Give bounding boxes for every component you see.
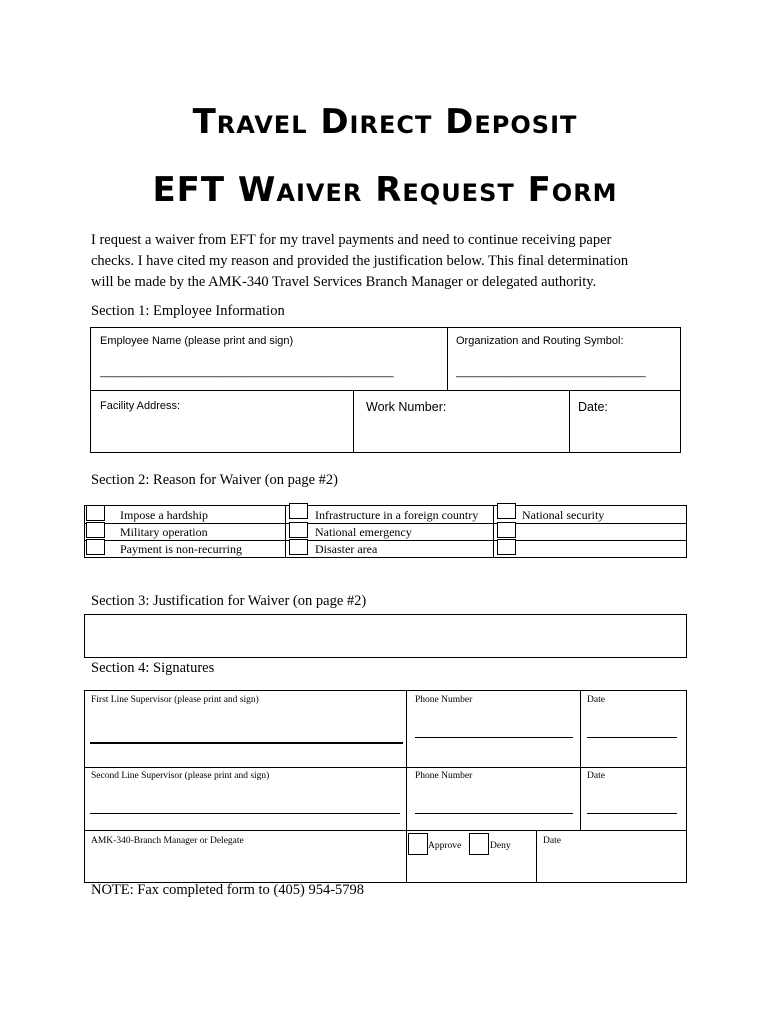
intro-paragraph <box>91 230 691 293</box>
empty-checkbox[interactable] <box>497 539 516 555</box>
intro-line: I request a waiver from EFT for my travel payments and need to continue receiving paper <box>91 232 612 248</box>
reason-military-label: Military operation <box>120 525 208 539</box>
divider <box>580 691 581 830</box>
deny-checkbox[interactable] <box>469 833 489 855</box>
section3-heading: Section 3: Justification for Waiver (on page #2) <box>91 593 367 609</box>
employee-name-label: Employee Name (please print and sign) <box>100 335 294 347</box>
disaster-area-checkbox[interactable] <box>289 539 308 555</box>
reason-non-recurring-label: Payment is non-recurring <box>120 542 242 556</box>
divider <box>285 506 286 557</box>
divider <box>406 691 407 882</box>
infrastructure-checkbox[interactable] <box>289 503 308 519</box>
divider <box>85 523 686 524</box>
date-label: Date <box>587 695 605 705</box>
justification-field[interactable] <box>84 614 687 658</box>
intro-line: will be made by the AMK-340 Travel Services Branch Manager or delegated authority. <box>91 274 597 290</box>
form-title-line2: EFT Waiver Request Form <box>152 170 618 210</box>
employee-name-field[interactable]: ________________________________________________ <box>100 366 394 378</box>
work-number-label: Work Number: <box>366 400 447 414</box>
reason-hardship-label: Impose a hardship <box>120 508 208 522</box>
hardship-checkbox[interactable] <box>86 505 105 521</box>
divider <box>493 506 494 557</box>
divider <box>85 540 686 541</box>
section2-heading: Section 2: Reason for Waiver (on page #2) <box>91 472 339 488</box>
reason-national-emergency-label: National emergency <box>315 525 412 539</box>
non-recurring-checkbox[interactable] <box>86 539 105 555</box>
fax-note: NOTE: Fax completed form to (405) 954-5798 <box>91 882 365 898</box>
org-routing-label: Organization and Routing Symbol: <box>456 335 624 347</box>
facility-address-label: Facility Address: <box>100 400 181 412</box>
second-supervisor-signature-line[interactable] <box>90 813 400 814</box>
deny-label: Deny <box>490 841 511 851</box>
approve-label: Approve <box>428 841 462 851</box>
first-date-line[interactable] <box>587 737 677 738</box>
intro-line: checks. I have cited my reason and provided the justification below. This final determination <box>91 253 629 269</box>
first-supervisor-label: First Line Supervisor (please print and sign) <box>91 695 259 705</box>
approve-checkbox[interactable] <box>408 833 428 855</box>
date-label: Date: <box>578 400 608 414</box>
first-supervisor-signature-line[interactable] <box>90 742 403 744</box>
form-title-line1: Travel Direct Deposit <box>192 102 578 142</box>
reason-infrastructure-label: Infrastructure in a foreign country <box>315 508 479 522</box>
org-routing-field[interactable]: _______________________________ <box>456 366 646 378</box>
section4-heading: Section 4: Signatures <box>91 660 215 676</box>
first-phone-line[interactable] <box>415 737 573 738</box>
phone-number-label: Phone Number <box>415 771 473 781</box>
manager-label: AMK-340-Branch Manager or Delegate <box>91 836 244 846</box>
reason-national-security-label: National security <box>522 508 605 522</box>
national-emergency-checkbox[interactable] <box>289 522 308 538</box>
second-supervisor-label: Second Line Supervisor (please print and sign) <box>91 771 270 781</box>
divider <box>85 767 686 768</box>
second-phone-line[interactable] <box>415 813 573 814</box>
signatures-table <box>84 690 687 883</box>
divider <box>447 328 448 391</box>
divider <box>569 390 570 452</box>
reason-disaster-area-label: Disaster area <box>315 542 378 556</box>
phone-number-label: Phone Number <box>415 695 473 705</box>
employee-info-table <box>90 327 681 453</box>
divider <box>91 390 680 391</box>
empty-checkbox[interactable] <box>497 522 516 538</box>
divider <box>353 390 354 452</box>
second-date-line[interactable] <box>587 813 677 814</box>
date-label: Date <box>543 836 561 846</box>
divider <box>85 830 686 831</box>
divider <box>536 830 537 882</box>
national-security-checkbox[interactable] <box>497 503 516 519</box>
military-checkbox[interactable] <box>86 522 105 538</box>
section1-heading: Section 1: Employee Information <box>91 303 285 319</box>
date-label: Date <box>587 771 605 781</box>
